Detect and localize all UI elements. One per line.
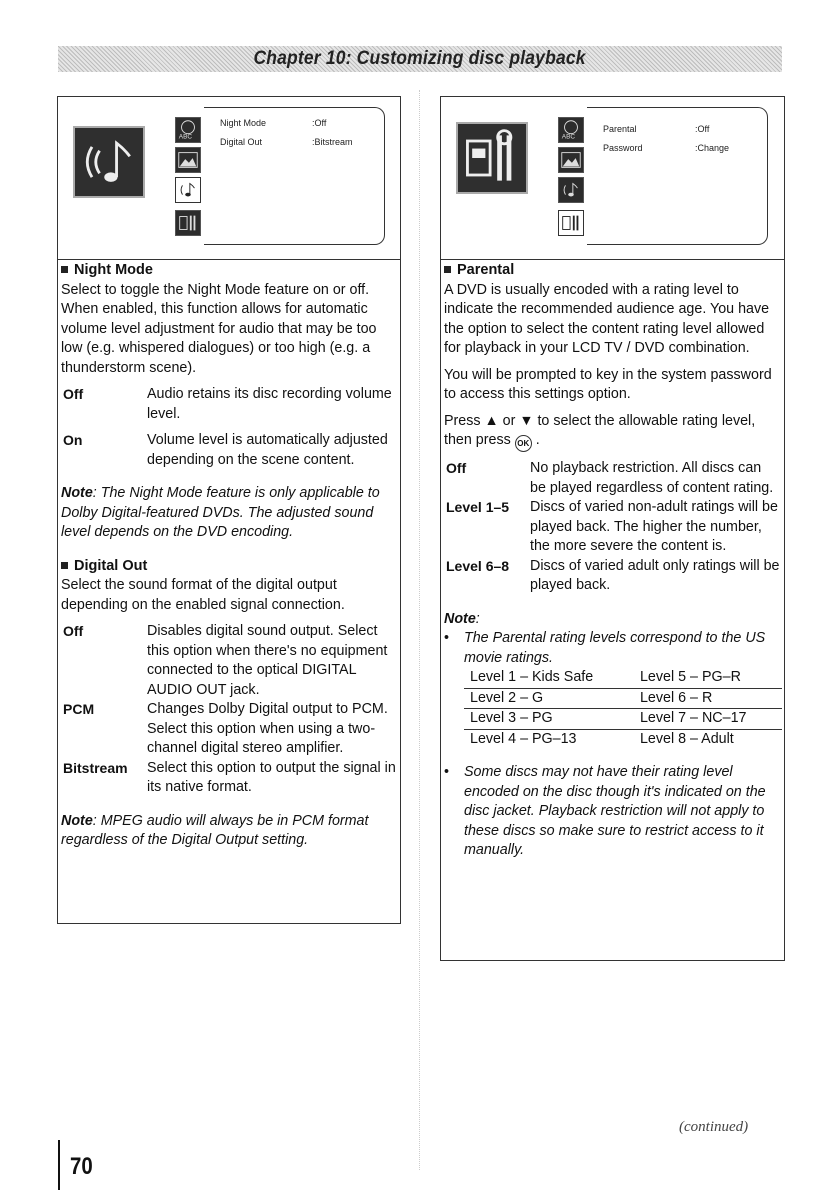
osd-menu-box — [587, 107, 768, 245]
osd-row-night-mode: Night Mode :Off — [220, 118, 327, 128]
digital-out-intro: Select the sound format of the digital output depending on the enabled signal connection. — [61, 577, 345, 613]
audio-settings-panel — [57, 96, 401, 924]
parental-note-label: Note: — [444, 610, 480, 627]
night-mode-heading: Night Mode — [61, 261, 396, 281]
osd-menu-box — [204, 107, 385, 245]
audio-settings-text — [61, 261, 396, 851]
svg-text:ABC: ABC — [561, 133, 576, 141]
table-row: Level 2 – G Level 6 – R — [464, 688, 782, 709]
audio-small-icon — [175, 177, 201, 203]
chapter-banner — [58, 46, 782, 72]
night-mode-intro: Select to toggle the Night Mode feature on or off. When enabled, this function allows for automatic volume level adjustment for audio that may be too low (e.g. whispered dialogues) or too high (e.g. a thunderstorm scene). — [61, 281, 377, 376]
chapter-title: Chapter 10: Customizing disc playback — [253, 48, 587, 69]
parental-tools-icon — [456, 122, 528, 194]
table-row: Level 4 – PG–13 Level 8 – Adult — [470, 730, 734, 747]
parental-p3: Press ▲ or ▼ to select the allowable rating level, then press OK . — [444, 412, 780, 453]
night-mode-note: Note: The Night Mode feature is only applicable to Dolby Digital-featured DVDs. The adjusted sound level depends on the DVD encoding. — [61, 485, 380, 540]
parental-p2: You will be prompted to key in the system password to access this settings option. — [444, 366, 772, 402]
parental-options: Off No playback restriction. All discs can be played regardless of content rating. Level 1–5 Discs of varied non-adult ratings will be played back. The higher the number, the more severe the content is. Level 6–8 Discs of varied adult only ratings will be played back. — [446, 460, 780, 593]
abc-language-icon — [175, 117, 201, 143]
parental-note-list — [444, 629, 780, 668]
digital-out-options: Off Disables digital sound output. Select this option when there's no equipment connected to the optical DIGITAL AUDIO OUT jack. PCM Changes Dolby Digital output to PCM. Select this option when using a two-channel digital stereo amplifier. Bitstream Select this option to output the signal in its native format. — [63, 623, 396, 795]
page-number-bar — [58, 1140, 60, 1190]
osd-row-parental: Parental :Off — [603, 124, 710, 134]
rating-levels-table — [464, 668, 782, 749]
parental-note-list-2 — [444, 763, 780, 861]
svg-text:ABC: ABC — [178, 133, 193, 141]
page-number: 70 — [70, 1153, 93, 1180]
osd-row-digital-out: Digital Out :Bitstream — [220, 137, 353, 147]
night-mode-options: Off Audio retains its disc recording volume level. On Volume level is automatically adjusted depending on the scene content. — [63, 386, 392, 468]
parental-settings-panel — [440, 96, 785, 961]
picture-icon — [558, 147, 584, 173]
abc-language-icon — [558, 117, 584, 143]
note-bullet-restriction: • Some discs may not have their rating level encoded on the disc though it's indicated on the disc jacket. Playback restriction will not apply to these discs so make sure to restrict access to it manually. — [444, 763, 780, 861]
parental-settings-text — [444, 261, 780, 861]
digital-out-note: Note: MPEG audio will always be in PCM format regardless of the Digital Output setting. — [61, 812, 369, 848]
parental-p1: A DVD is usually encoded with a rating level to indicate the recommended audience age. You have the option to select the content rating level allowed for playback in your LCD TV / DVD combination. — [444, 281, 770, 356]
digital-out-heading: Digital Out — [61, 557, 396, 577]
table-row: Level 1 – Kids Safe Level 5 – PG–R — [464, 668, 782, 688]
table-row: Level 3 – PG Level 7 – NC–17 — [464, 709, 782, 730]
note-bullet-ratings: • The Parental rating levels correspond to the US movie ratings. — [444, 629, 780, 668]
continued-label: (continued) — [679, 1119, 749, 1135]
ok-button-icon: OK — [515, 435, 532, 452]
column-divider — [419, 90, 420, 1170]
osd-screenshot-parental — [441, 97, 784, 260]
parental-heading: Parental — [444, 261, 780, 281]
osd-row-password: Password :Change — [603, 143, 730, 153]
parental-tools-icon — [175, 210, 201, 236]
parental-small-icon — [558, 210, 584, 236]
audio-small-icon — [558, 177, 584, 203]
picture-icon — [175, 147, 201, 173]
osd-screenshot-audio — [58, 97, 400, 260]
audio-icon — [73, 126, 145, 198]
